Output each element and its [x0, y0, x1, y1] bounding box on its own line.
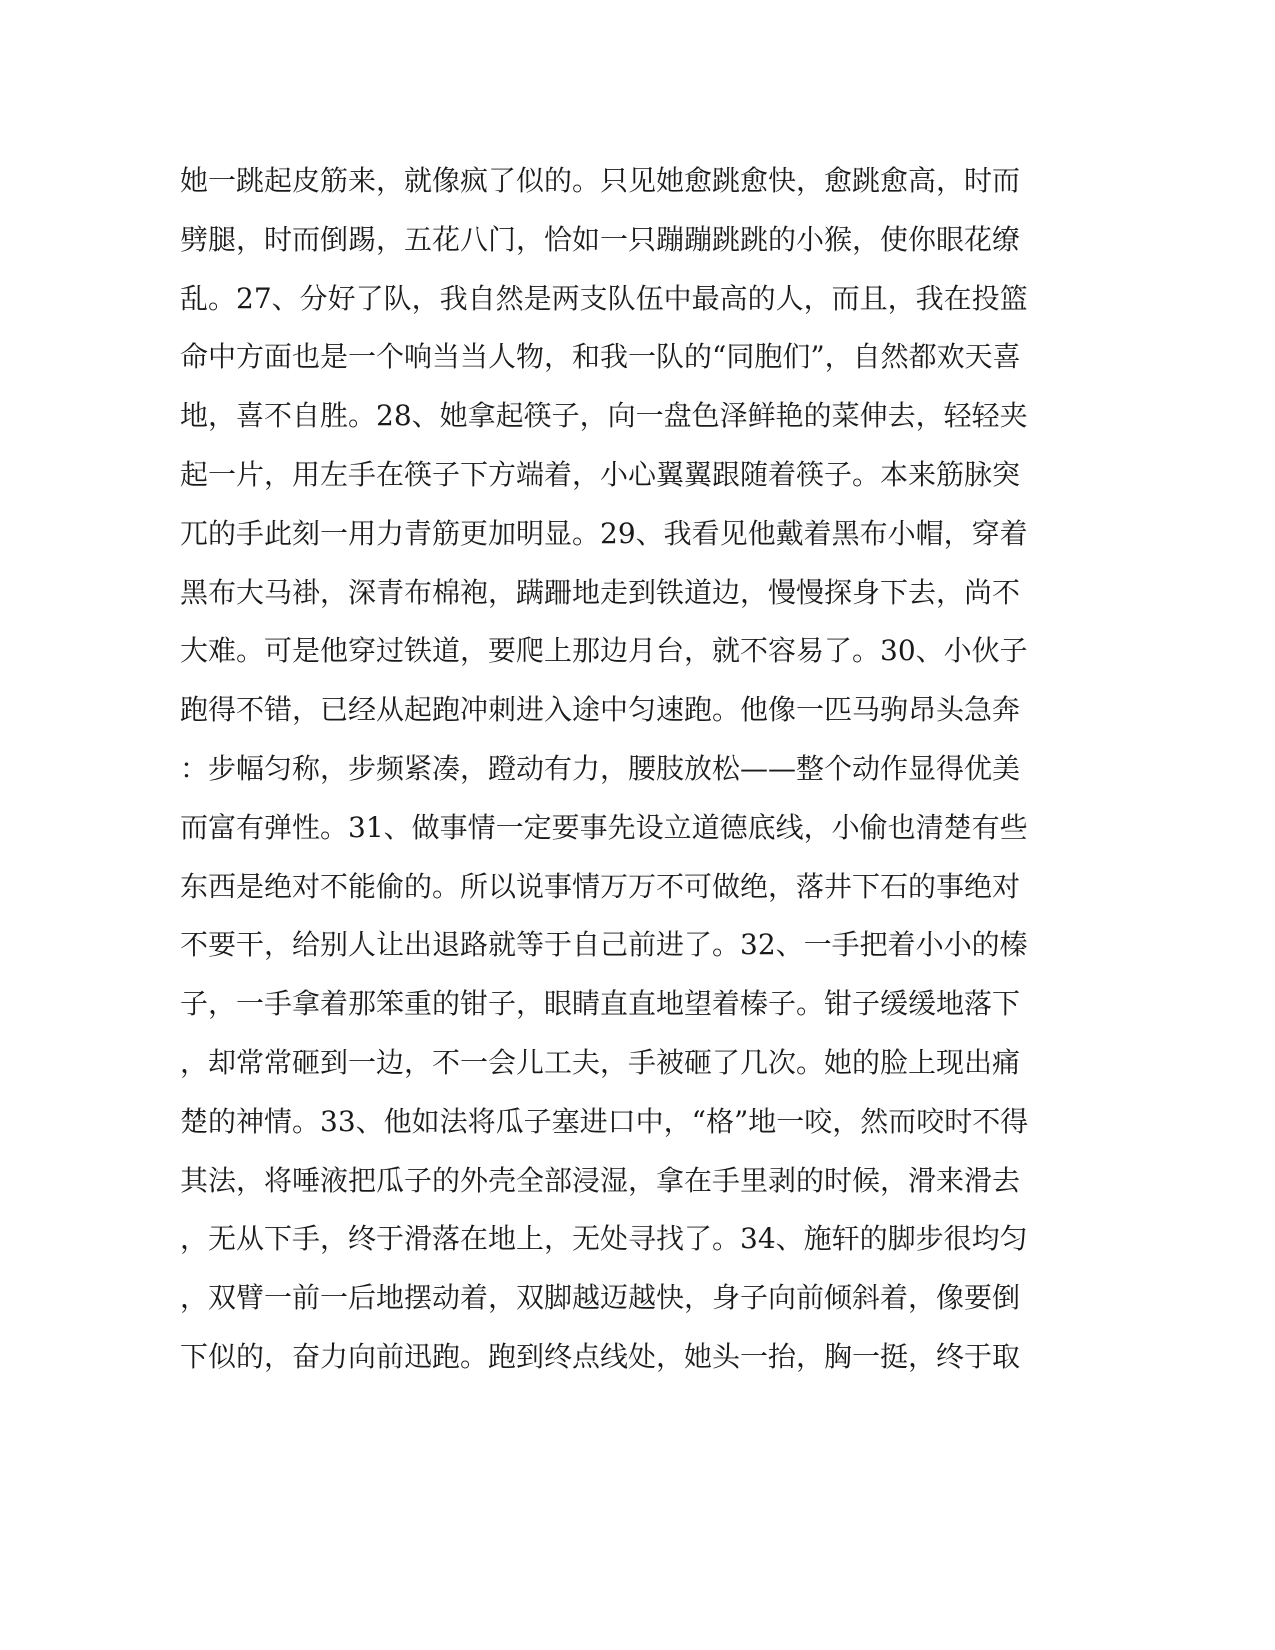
text-line: ：步幅匀称，步频紧凑，蹬动有力，腰肢放松——整个动作显得优美	[180, 751, 1021, 785]
text-line: ，无从下手，终于滑落在地上，无处寻找了。34、施轩的脚步很均匀	[180, 1222, 1028, 1256]
text-line: 劈腿，时而倒踢，五花八门，恰如一只蹦蹦跳跳的小猴，使你眼花缭	[180, 222, 1021, 256]
text-line: 跑得不错，已经从起跑冲刺进入途中匀速跑。他像一匹马驹昂头急奔	[180, 693, 1021, 727]
text-line: 起一片，用左手在筷子下方端着，小心翼翼跟随着筷子。本来筋脉突	[180, 457, 1021, 491]
text-line: 下似的，奋力向前迅跑。跑到终点线处，她头一抬，胸一挺，终于取	[180, 1339, 1021, 1373]
text-line: 东西是绝对不能偷的。所以说事情万万不可做绝，落井下石的事绝对	[180, 869, 1021, 903]
text-line: 不要干，给别人让出退路就等于自己前进了。32、一手把着小小的榛	[180, 928, 1028, 962]
text-line: 而富有弹性。31、做事情一定要事先设立道德底线，小偷也清楚有些	[180, 810, 1028, 844]
text-line: 黑布大马褂，深青布棉袍，蹒跚地走到铁道边，慢慢探身下去，尚不	[180, 575, 1021, 609]
text-line: 大难。可是他穿过铁道，要爬上那边月台，就不容易了。30、小伙子	[180, 634, 1028, 668]
text-line: 子，一手拿着那笨重的钳子，眼睛直直地望着榛子。钳子缓缓地落下	[180, 987, 1021, 1021]
text-line: 乱。27、分好了队，我自然是两支队伍中最高的人，而且，我在投篮	[180, 281, 1028, 315]
text-line: 地，喜不自胜。28、她拿起筷子，向一盘色泽鲜艳的菜伸去，轻轻夹	[180, 399, 1028, 433]
text-line: ，双臂一前一后地摆动着，双脚越迈越快，身子向前倾斜着，像要倒	[180, 1281, 1021, 1315]
text-line: ，却常常砸到一边，不一会儿工夫，手被砸了几次。她的脸上现出痛	[180, 1045, 1021, 1079]
text-line: 她一跳起皮筋来，就像疯了似的。只见她愈跳愈快，愈跳愈高，时而	[180, 164, 1021, 197]
text-line: 其法，将唾液把瓜子的外壳全部浸湿，拿在手里剥的时候，滑来滑去	[180, 1163, 1021, 1197]
text-line: 命中方面也是一个响当当人物，和我一队的“同胞们”，自然都欢天喜	[180, 340, 1021, 374]
body-text	[180, 152, 1029, 1387]
text-line: 楚的神情。33、他如法将瓜子塞进口中，“格”地一咬，然而咬时不得	[180, 1104, 1029, 1138]
text-line: 兀的手此刻一用力青筋更加明显。29、我看见他戴着黑布小帽，穿着	[180, 516, 1028, 550]
